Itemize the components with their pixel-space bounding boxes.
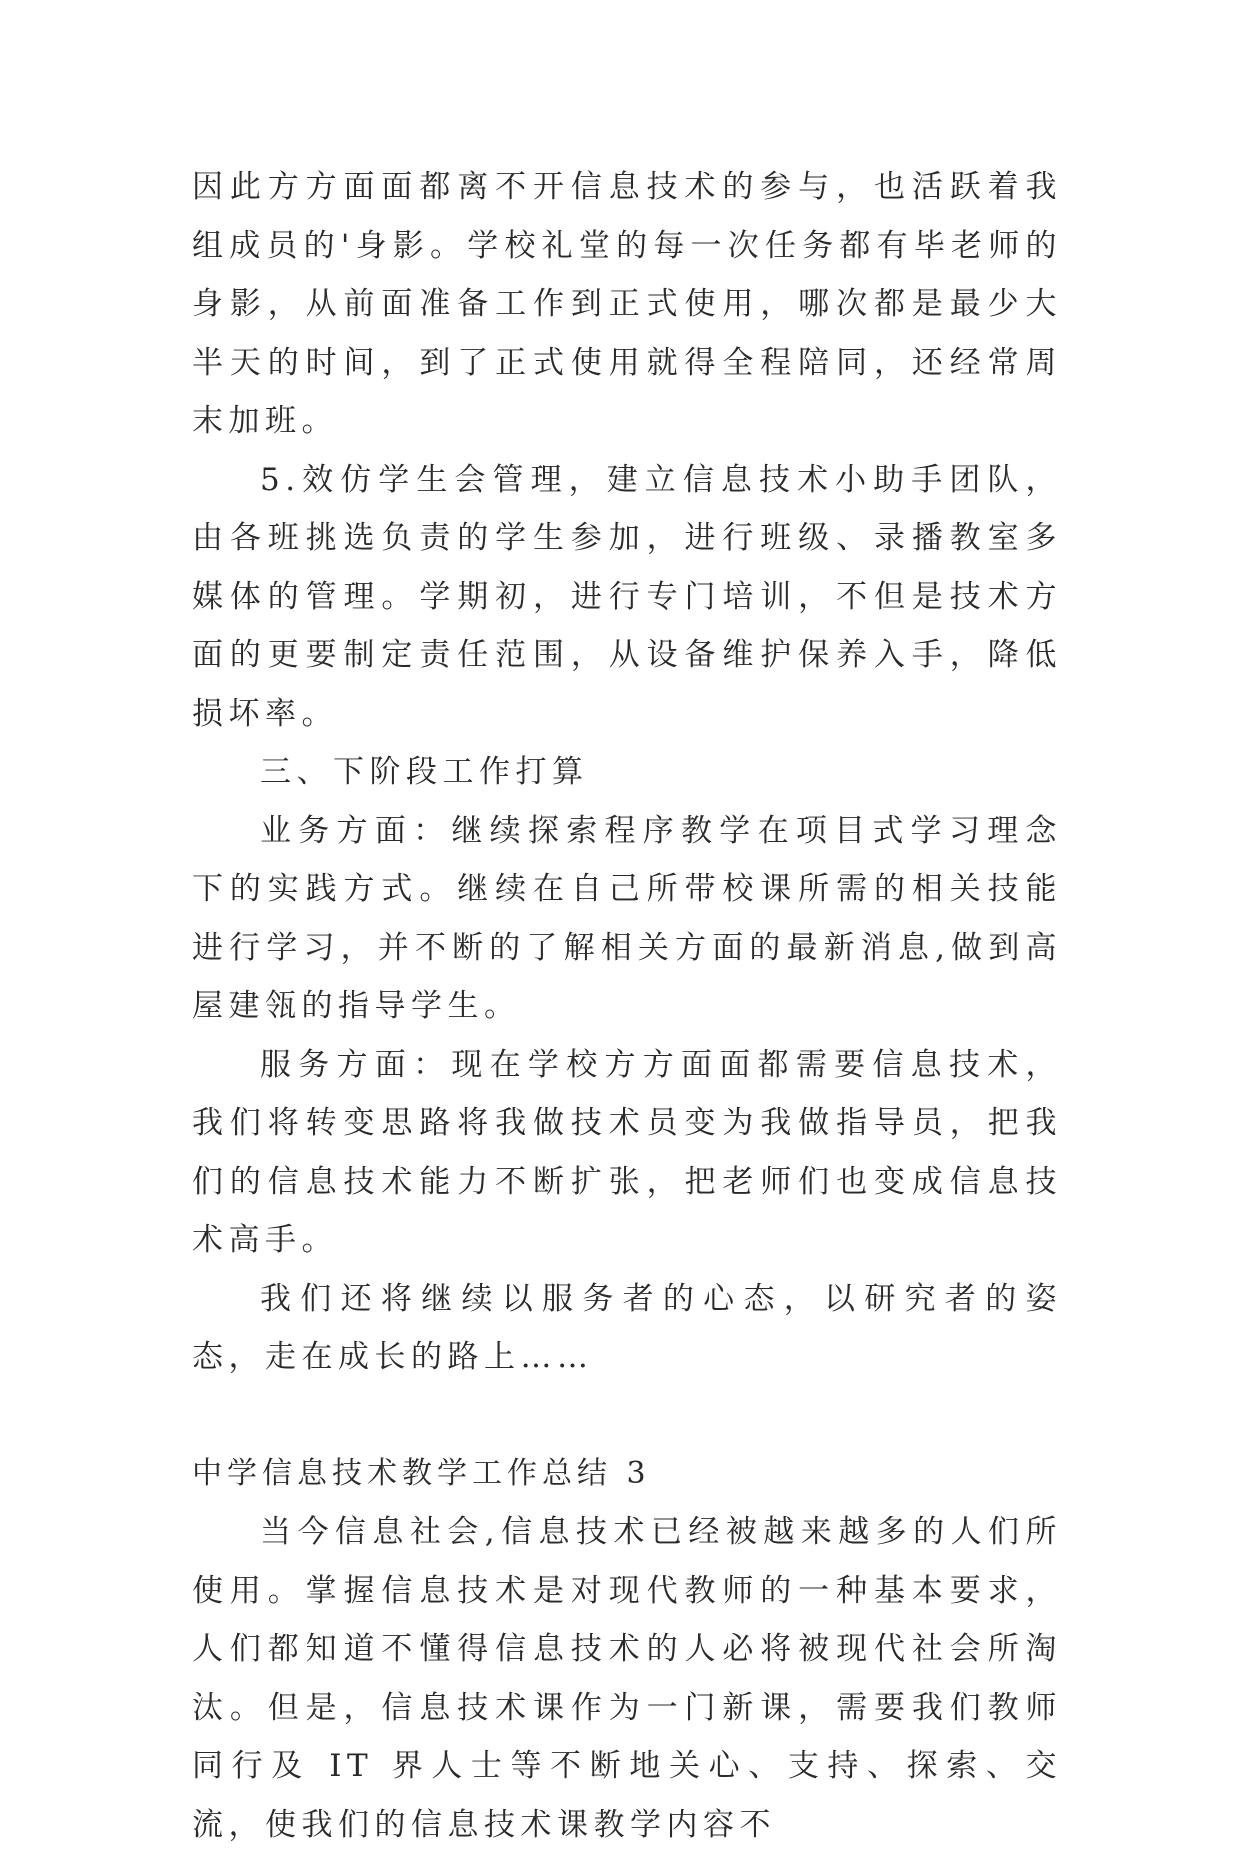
- paragraph-intro: 当今信息社会,信息技术已经被越来越多的人们所使用。掌握信息技术是对现代教师的一种基本要求，人们都知道不懂得信息技术的人必将被现代社会所淘汰。但是，信息技术课作为一门新课，需要我们教师同行及 IT 界人士等不断地关心、支持、探索、交流，使我们的信息技术课教学内容不: [192, 1514, 1062, 1843]
- section-spacer: [192, 1387, 1062, 1445]
- paragraph-business: 业务方面：继续探索程序教学在项目式学习理念下的实践方式。继续在自己所带校课所需的相关技能进行学习，并不断的了解相关方面的最新消息,做到高屋建瓴的指导学生。: [192, 812, 1062, 1024]
- paragraph-closing: 我们还将继续以服务者的心态，以研究者的姿态，走在成长的路上……: [192, 1280, 1062, 1375]
- section-title: 中学信息技术教学工作总结 3: [192, 1455, 651, 1491]
- paragraph-service: 服务方面：现在学校方方面面都需要信息技术，我们将转变思路将我做技术员变为我做指导员，把我们的信息技术能力不断扩张，把老师们也变成信息技术高手。: [192, 1046, 1062, 1258]
- paragraph-item-5: 5.效仿学生会管理，建立信息技术小助手团队，由各班挑选负责的学生参加，进行班级、录播教室多媒体的管理。学期初，进行专门培训，不但是技术方面的更要制定责任范围，从设备维护保养入手，降低损坏率。: [192, 461, 1062, 732]
- document-body: [192, 158, 1062, 1854]
- paragraph-continued: 因此方方面面都离不开信息技术的参与，也活跃着我组成员的'身影。学校礼堂的每一次任务都有毕老师的身影，从前面准备工作到正式使用，哪次都是最少大半天的时间，到了正式使用就得全程陪同，还经常周末加班。: [192, 169, 1062, 439]
- section-heading-next-plan: 三、下阶段工作打算: [260, 754, 589, 790]
